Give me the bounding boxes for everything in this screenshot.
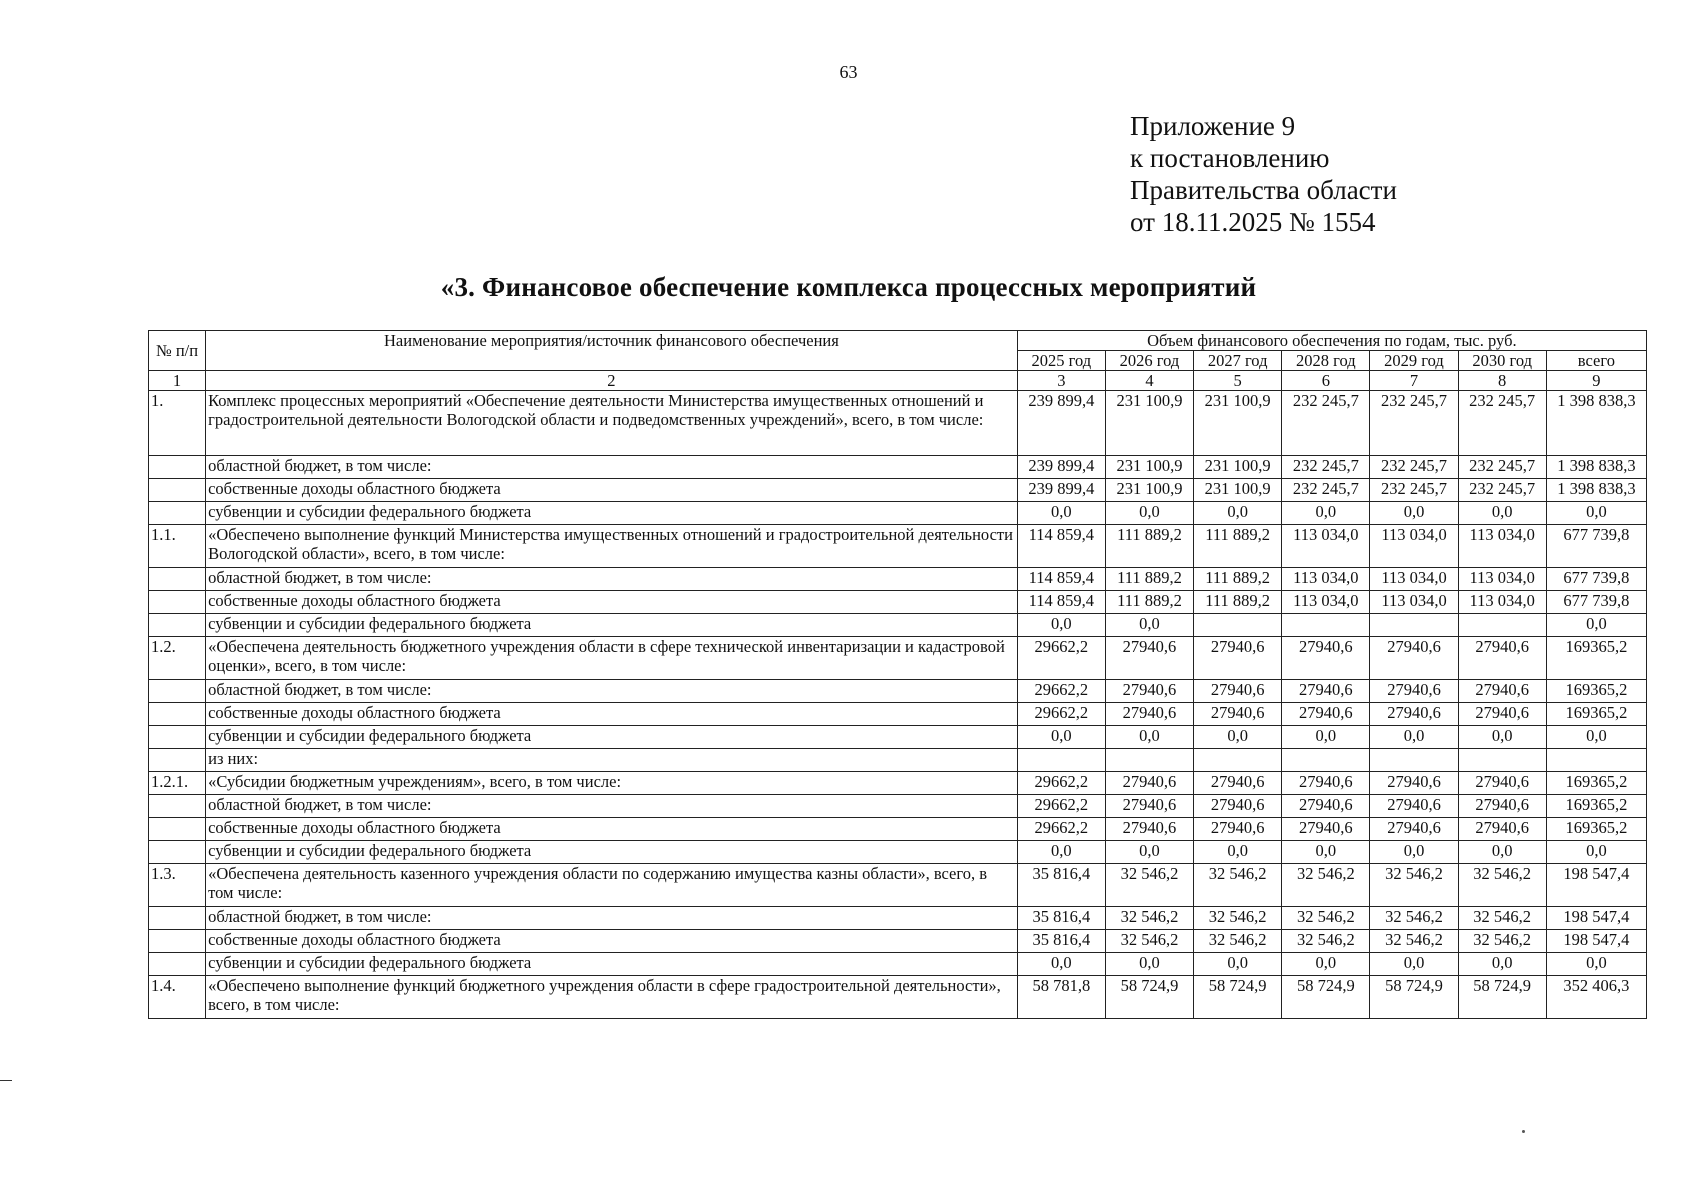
table-row (149, 591, 1647, 614)
column-number: 2 (206, 371, 1018, 391)
row-year-value: 0,0 (1458, 953, 1546, 976)
header-year: 2027 год (1194, 351, 1282, 371)
row-year-value: 0,0 (1105, 953, 1193, 976)
table-row (149, 391, 1647, 456)
table-row (149, 953, 1647, 976)
row-year-value: 0,0 (1282, 502, 1370, 525)
row-year-value: 27940,6 (1105, 637, 1193, 680)
row-year-value: 111 889,2 (1105, 525, 1193, 568)
row-year-value: 29662,2 (1017, 818, 1105, 841)
row-year-value: 0,0 (1194, 953, 1282, 976)
page-number: 63 (839, 62, 858, 82)
row-total-value: 0,0 (1546, 726, 1646, 749)
row-total-value: 198 547,4 (1546, 930, 1646, 953)
document-title: «3. Финансовое обеспечение комплекса процессных мероприятий (440, 272, 1257, 302)
row-year-value: 0,0 (1105, 614, 1193, 637)
row-year-value: 111 889,2 (1194, 568, 1282, 591)
row-number (149, 591, 206, 614)
row-total-value: 677 739,8 (1546, 591, 1646, 614)
row-name: субвенции и субсидии федерального бюджета (206, 502, 1018, 525)
row-name: «Обеспечено выполнение функций Министерства имущественных отношений и градостроительной деятельности Вологодской области», всего, в том числе: (206, 525, 1018, 568)
row-total-value: 352 406,3 (1546, 976, 1646, 1019)
row-number (149, 841, 206, 864)
row-total-value: 169365,2 (1546, 795, 1646, 818)
row-name: субвенции и субсидии федерального бюджета (206, 726, 1018, 749)
row-name: областной бюджет, в том числе: (206, 568, 1018, 591)
row-year-value: 0,0 (1194, 841, 1282, 864)
table-row (149, 749, 1647, 772)
row-name: субвенции и субсидии федерального бюджета (206, 841, 1018, 864)
row-year-value: 0,0 (1194, 726, 1282, 749)
header-year: 2029 год (1370, 351, 1458, 371)
row-year-value: 32 546,2 (1194, 930, 1282, 953)
row-year-value: 58 724,9 (1458, 976, 1546, 1019)
table-row (149, 502, 1647, 525)
column-number: 8 (1458, 371, 1546, 391)
row-year-value: 27940,6 (1194, 795, 1282, 818)
row-total-value: 0,0 (1546, 614, 1646, 637)
row-number: 1.4. (149, 976, 206, 1019)
table-row (149, 772, 1647, 795)
row-total-value: 198 547,4 (1546, 907, 1646, 930)
row-year-value: 0,0 (1105, 841, 1193, 864)
row-year-value: 29662,2 (1017, 680, 1105, 703)
row-name: «Обеспечена деятельность казенного учреждения области по содержанию имущества казны области», всего, в том числе: (206, 864, 1018, 907)
row-year-value: 29662,2 (1017, 795, 1105, 818)
row-total-value: 169365,2 (1546, 772, 1646, 795)
row-year-value: 239 899,4 (1017, 391, 1105, 456)
table-row (149, 976, 1647, 1019)
row-total-value: 677 739,8 (1546, 568, 1646, 591)
table-row (149, 907, 1647, 930)
row-year-value: 0,0 (1017, 726, 1105, 749)
appendix-block (1130, 110, 1397, 238)
row-year-value: 32 546,2 (1370, 930, 1458, 953)
row-year-value: 232 245,7 (1458, 456, 1546, 479)
row-name: собственные доходы областного бюджета (206, 703, 1018, 726)
row-year-value: 111 889,2 (1105, 568, 1193, 591)
header-year: 2025 год (1017, 351, 1105, 371)
row-number (149, 749, 206, 772)
row-number: 1.3. (149, 864, 206, 907)
row-number (149, 953, 206, 976)
row-number (149, 502, 206, 525)
row-year-value: 58 724,9 (1370, 976, 1458, 1019)
row-year-value: 27940,6 (1282, 772, 1370, 795)
row-year-value: 27940,6 (1370, 818, 1458, 841)
row-number (149, 614, 206, 637)
row-year-value (1105, 749, 1193, 772)
row-year-value: 32 546,2 (1370, 864, 1458, 907)
appendix-line-2: к постановлению (1130, 143, 1330, 173)
row-year-value: 32 546,2 (1458, 930, 1546, 953)
row-year-value: 27940,6 (1458, 637, 1546, 680)
row-year-value (1017, 749, 1105, 772)
table-row (149, 525, 1647, 568)
row-total-value: 0,0 (1546, 953, 1646, 976)
table-row (149, 456, 1647, 479)
row-year-value: 58 724,9 (1105, 976, 1193, 1019)
row-year-value: 27940,6 (1458, 818, 1546, 841)
column-number-row (149, 371, 1647, 391)
row-number (149, 818, 206, 841)
header-year: 2028 год (1282, 351, 1370, 371)
row-year-value: 35 816,4 (1017, 864, 1105, 907)
row-total-value: 169365,2 (1546, 818, 1646, 841)
row-year-value: 35 816,4 (1017, 930, 1105, 953)
column-number: 6 (1282, 371, 1370, 391)
row-year-value: 114 859,4 (1017, 591, 1105, 614)
row-year-value: 0,0 (1017, 614, 1105, 637)
table-body (149, 331, 1647, 1019)
table-row (149, 841, 1647, 864)
row-year-value: 27940,6 (1282, 680, 1370, 703)
row-year-value: 29662,2 (1017, 637, 1105, 680)
row-year-value: 29662,2 (1017, 703, 1105, 726)
row-year-value: 232 245,7 (1458, 391, 1546, 456)
row-year-value: 231 100,9 (1105, 479, 1193, 502)
row-year-value: 27940,6 (1194, 818, 1282, 841)
row-number (149, 726, 206, 749)
row-year-value: 231 100,9 (1105, 456, 1193, 479)
column-number: 4 (1105, 371, 1193, 391)
row-name: субвенции и субсидии федерального бюджета (206, 614, 1018, 637)
row-year-value: 27940,6 (1105, 680, 1193, 703)
row-total-value: 1 398 838,3 (1546, 479, 1646, 502)
table-row (149, 568, 1647, 591)
row-year-value: 35 816,4 (1017, 907, 1105, 930)
row-number (149, 680, 206, 703)
row-year-value: 32 546,2 (1194, 907, 1282, 930)
column-number: 5 (1194, 371, 1282, 391)
table-row (149, 795, 1647, 818)
row-year-value: 113 034,0 (1458, 568, 1546, 591)
row-year-value: 27940,6 (1105, 772, 1193, 795)
row-name: областной бюджет, в том числе: (206, 680, 1018, 703)
row-year-value (1370, 749, 1458, 772)
row-year-value: 27940,6 (1282, 637, 1370, 680)
table-row (149, 703, 1647, 726)
row-year-value: 29662,2 (1017, 772, 1105, 795)
row-year-value: 113 034,0 (1370, 591, 1458, 614)
header-name: Наименование мероприятия/источник финансового обеспечения (206, 331, 1018, 371)
row-year-value: 27940,6 (1105, 703, 1193, 726)
row-year-value: 0,0 (1194, 502, 1282, 525)
row-number (149, 930, 206, 953)
row-year-value: 0,0 (1370, 726, 1458, 749)
row-year-value: 0,0 (1370, 841, 1458, 864)
table-row (149, 479, 1647, 502)
row-name: Комплекс процессных мероприятий «Обеспечение деятельности Министерства имущественных отношений и градостроительной деятельности Вологодской области и подведомственных учреждений», всего, в том числе: (206, 391, 1018, 456)
row-number (149, 795, 206, 818)
row-total-value: 169365,2 (1546, 637, 1646, 680)
row-year-value: 113 034,0 (1458, 591, 1546, 614)
row-year-value: 27940,6 (1194, 637, 1282, 680)
row-year-value: 0,0 (1105, 726, 1193, 749)
row-year-value: 231 100,9 (1194, 479, 1282, 502)
row-year-value: 27940,6 (1282, 795, 1370, 818)
row-number: 1.2. (149, 637, 206, 680)
row-year-value: 27940,6 (1370, 703, 1458, 726)
row-name: собственные доходы областного бюджета (206, 479, 1018, 502)
appendix-line-3: Правительства области (1130, 175, 1397, 205)
header-num: № п/п (149, 331, 206, 371)
row-year-value: 32 546,2 (1105, 930, 1193, 953)
row-year-value (1282, 614, 1370, 637)
row-total-value: 198 547,4 (1546, 864, 1646, 907)
row-year-value: 232 245,7 (1370, 456, 1458, 479)
row-year-value: 32 546,2 (1370, 907, 1458, 930)
row-year-value: 231 100,9 (1194, 456, 1282, 479)
table-row (149, 818, 1647, 841)
row-name: областной бюджет, в том числе: (206, 907, 1018, 930)
row-name: собственные доходы областного бюджета (206, 818, 1018, 841)
row-total-value: 1 398 838,3 (1546, 391, 1646, 456)
row-total-value: 0,0 (1546, 502, 1646, 525)
table-row (149, 637, 1647, 680)
row-year-value: 113 034,0 (1282, 591, 1370, 614)
row-total-value (1546, 749, 1646, 772)
margin-dash (0, 1080, 12, 1081)
row-year-value: 111 889,2 (1105, 591, 1193, 614)
row-year-value: 111 889,2 (1194, 591, 1282, 614)
row-name: «Обеспечено выполнение функций бюджетного учреждения области в сфере градостроительной деятельности», всего, в том числе: (206, 976, 1018, 1019)
row-year-value: 58 781,8 (1017, 976, 1105, 1019)
row-year-value: 32 546,2 (1194, 864, 1282, 907)
row-year-value: 32 546,2 (1105, 907, 1193, 930)
row-name: «Обеспечена деятельность бюджетного учреждения области в сфере технической инвентаризации и кадастровой оценки», всего, в том числе: (206, 637, 1018, 680)
row-year-value: 27940,6 (1370, 637, 1458, 680)
row-name: областной бюджет, в том числе: (206, 456, 1018, 479)
row-year-value: 0,0 (1282, 953, 1370, 976)
row-year-value: 0,0 (1017, 953, 1105, 976)
appendix-line-1: Приложение 9 (1130, 111, 1296, 141)
row-year-value (1194, 749, 1282, 772)
appendix-line-4: от 18.11.2025 № 1554 (1130, 207, 1376, 237)
row-year-value: 32 546,2 (1458, 907, 1546, 930)
table-row (149, 864, 1647, 907)
row-name: субвенции и субсидии федерального бюджета (206, 953, 1018, 976)
row-total-value: 169365,2 (1546, 703, 1646, 726)
row-year-value: 27940,6 (1105, 795, 1193, 818)
row-year-value: 0,0 (1458, 841, 1546, 864)
row-year-value: 27940,6 (1370, 680, 1458, 703)
row-number: 1. (149, 391, 206, 456)
row-total-value: 1 398 838,3 (1546, 456, 1646, 479)
row-year-value: 58 724,9 (1282, 976, 1370, 1019)
row-year-value: 27940,6 (1194, 772, 1282, 795)
row-year-value: 0,0 (1458, 502, 1546, 525)
header-year: 2030 год (1458, 351, 1546, 371)
row-total-value: 0,0 (1546, 841, 1646, 864)
row-year-value: 32 546,2 (1282, 864, 1370, 907)
row-year-value (1370, 614, 1458, 637)
row-year-value: 0,0 (1282, 841, 1370, 864)
row-number (149, 456, 206, 479)
table-row (149, 726, 1647, 749)
row-year-value: 239 899,4 (1017, 479, 1105, 502)
row-number (149, 703, 206, 726)
row-year-value: 113 034,0 (1282, 525, 1370, 568)
row-year-value: 0,0 (1017, 841, 1105, 864)
row-year-value: 0,0 (1017, 502, 1105, 525)
column-number: 3 (1017, 371, 1105, 391)
row-year-value: 32 546,2 (1105, 864, 1193, 907)
row-year-value: 232 245,7 (1282, 456, 1370, 479)
row-year-value: 231 100,9 (1194, 391, 1282, 456)
table-row (149, 930, 1647, 953)
row-year-value: 232 245,7 (1370, 479, 1458, 502)
row-total-value: 169365,2 (1546, 680, 1646, 703)
row-name: из них: (206, 749, 1018, 772)
row-year-value: 27940,6 (1105, 818, 1193, 841)
row-year-value (1194, 614, 1282, 637)
row-year-value: 0,0 (1458, 726, 1546, 749)
row-year-value: 232 245,7 (1458, 479, 1546, 502)
row-year-value: 32 546,2 (1282, 907, 1370, 930)
row-year-value (1458, 749, 1546, 772)
margin-dot (1522, 1130, 1525, 1133)
row-name: «Субсидии бюджетным учреждениям», всего, в том числе: (206, 772, 1018, 795)
header-total: всего (1546, 351, 1646, 371)
row-year-value: 0,0 (1370, 953, 1458, 976)
row-year-value: 27940,6 (1370, 795, 1458, 818)
row-year-value (1458, 614, 1546, 637)
row-number (149, 479, 206, 502)
row-year-value (1282, 749, 1370, 772)
row-year-value: 232 245,7 (1282, 479, 1370, 502)
column-number: 1 (149, 371, 206, 391)
row-year-value: 111 889,2 (1194, 525, 1282, 568)
row-year-value: 32 546,2 (1458, 864, 1546, 907)
row-name: собственные доходы областного бюджета (206, 591, 1018, 614)
column-number: 9 (1546, 371, 1646, 391)
row-year-value: 0,0 (1282, 726, 1370, 749)
row-year-value: 0,0 (1370, 502, 1458, 525)
row-year-value: 32 546,2 (1282, 930, 1370, 953)
row-year-value: 27940,6 (1370, 772, 1458, 795)
row-year-value: 27940,6 (1458, 795, 1546, 818)
row-name: областной бюджет, в том числе: (206, 795, 1018, 818)
row-number (149, 907, 206, 930)
row-year-value: 27940,6 (1458, 703, 1546, 726)
column-number: 7 (1370, 371, 1458, 391)
financing-table (148, 330, 1647, 1019)
row-number: 1.2.1. (149, 772, 206, 795)
row-number (149, 568, 206, 591)
row-year-value: 27940,6 (1458, 772, 1546, 795)
row-year-value: 113 034,0 (1370, 568, 1458, 591)
row-year-value: 0,0 (1105, 502, 1193, 525)
row-year-value: 27940,6 (1194, 703, 1282, 726)
row-year-value: 239 899,4 (1017, 456, 1105, 479)
row-name: собственные доходы областного бюджета (206, 930, 1018, 953)
row-year-value: 114 859,4 (1017, 525, 1105, 568)
row-year-value: 27940,6 (1458, 680, 1546, 703)
row-year-value: 27940,6 (1282, 703, 1370, 726)
table-row (149, 614, 1647, 637)
row-total-value: 677 739,8 (1546, 525, 1646, 568)
row-year-value: 232 245,7 (1370, 391, 1458, 456)
table-row (149, 680, 1647, 703)
row-year-value: 113 034,0 (1282, 568, 1370, 591)
row-year-value: 113 034,0 (1370, 525, 1458, 568)
row-year-value: 58 724,9 (1194, 976, 1282, 1019)
row-year-value: 114 859,4 (1017, 568, 1105, 591)
header-group: Объем финансового обеспечения по годам, тыс. руб. (1017, 331, 1646, 351)
header-year: 2026 год (1105, 351, 1193, 371)
row-year-value: 27940,6 (1282, 818, 1370, 841)
row-year-value: 232 245,7 (1282, 391, 1370, 456)
row-number: 1.1. (149, 525, 206, 568)
row-year-value: 27940,6 (1194, 680, 1282, 703)
row-year-value: 113 034,0 (1458, 525, 1546, 568)
row-year-value: 231 100,9 (1105, 391, 1193, 456)
